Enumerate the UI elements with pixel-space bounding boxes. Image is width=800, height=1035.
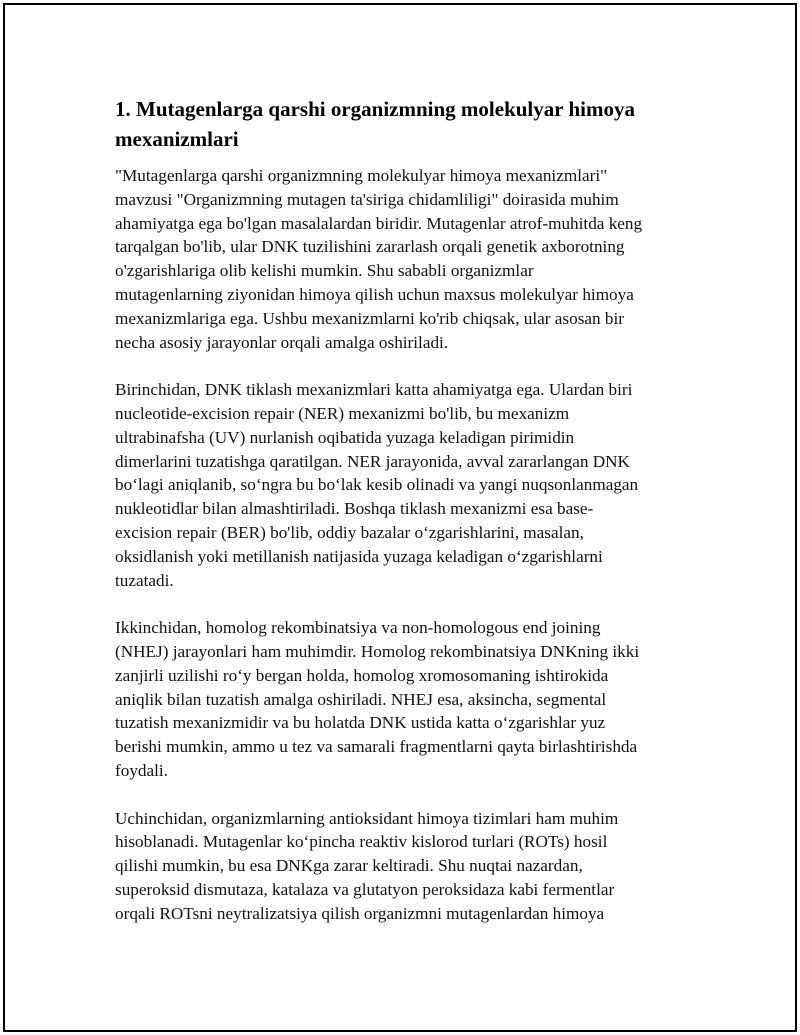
paragraph-line: bo‘lagi aniqlanib, so‘ngra bu bo‘lak kesib olinadi va yangi nuqsonlanmagan [115,475,639,495]
paragraph-line: "Mutagenlarga qarshi organizmning molekulyar himoya mexanizmlari" [115,166,608,185]
paragraph-line: (NHEJ) jarayonlari ham muhimdir. Homolog rekombinatsiya DNKning ikki [115,641,640,661]
paragraph-line: qilishi mumkin, bu esa DNKga zarar keltiradi. Shu nuqtai nazardan, [115,856,583,876]
paragraph-line: Birinchidan, DNK tiklash mexanizmlari katta ahamiyatga ega. Ulardan biri [115,380,633,400]
paragraph-line: berishi mumkin, ammo u tez va samarali fragmentlarni qayta birlashtirishda [115,737,638,757]
paragraph-line: orqali ROTsni neytralizatsiya qilish organizmni mutagenlardan himoya [115,903,605,923]
paragraph-line: excision repair (BER) bo'lib, oddiy bazalar o‘zgarishlarini, masalan, [115,522,584,542]
paragraph-line: aniqlik bilan tuzatish amalga oshiriladi. NHEJ esa, aksincha, segmental [115,689,607,709]
paragraph-line: tuzatadi. [115,570,174,590]
paragraph [115,164,685,354]
paragraph-line: mutagenlarning ziyonidan himoya qilish uchun maxsus molekulyar himoya [115,284,634,304]
paragraph-line: necha asosiy jarayonlar orqali amalga oshiriladi. [115,332,449,352]
paragraph-line: foydali. [115,760,168,780]
section-title-line-2: mexanizmlari [115,127,239,151]
paragraph-line: o'zgarishlariga olib kelishi mumkin. Shu sababli organizmlar [115,261,534,281]
paragraph-line: dimerlarini tuzatishga qaratilgan. NER jarayonida, avval zararlangan DNK [115,451,630,471]
paragraph-line: tuzatish mexanizmidir va bu holatda DNK ustida katta o‘zgarishlar yuz [115,713,606,733]
paragraph-line: ultrabinafsha (UV) nurlanish oqibatida yuzaga keladigan pirimidin [115,427,575,447]
section-title [115,94,685,154]
document-body [115,94,685,949]
paragraph-line: mexanizmlariga ega. Ushbu mexanizmlarni ko'rib chiqsak, ular asosan bir [115,308,625,328]
paragraph-line: ahamiyatga ega bo'lgan masalalardan biridir. Mutagenlar atrof-muhitda keng [115,213,643,233]
paragraph-line: oksidlanish yoki metillanish natijasida yuzaga keladigan o‘zgarishlarni [115,546,603,566]
paragraph-line: Uchinchidan, organizmlarning antioksidant himoya tizimlari ham muhim [115,808,619,828]
paragraph-line: zanjirli uzilishi ro‘y bergan holda, homolog xromosomaning ishtirokida [115,665,609,685]
paragraph [115,378,685,592]
paragraph-line: nucleotide-excision repair (NER) mexanizmi bo'lib, bu mexanizm [115,403,570,423]
paragraph [115,807,685,926]
paragraph-list [115,164,685,926]
paragraph [115,616,685,783]
paragraph-line: hisoblanadi. Mutagenlar ko‘pincha reaktiv kislorod turlari (ROTs) hosil [115,832,608,852]
paragraph-line: superoksid dismutaza, katalaza va glutatyon peroksidaza kabi fermentlar [115,879,615,899]
paragraph-line: mavzusi "Organizmning mutagen ta'siriga chidamliligi" doirasida muhim [115,189,619,209]
section-title-line-1: 1. Mutagenlarga qarshi organizmning molekulyar himoya [115,97,635,121]
paragraph-line: Ikkinchidan, homolog rekombinatsiya va non-homologous end joining [115,618,601,638]
paragraph-line: nukleotidlar bilan almashtiriladi. Boshqa tiklash mexanizmi esa base- [115,499,594,519]
paragraph-line: tarqalgan bo'lib, ular DNK tuzilishini zararlash orqali genetik axborotning [115,237,625,257]
